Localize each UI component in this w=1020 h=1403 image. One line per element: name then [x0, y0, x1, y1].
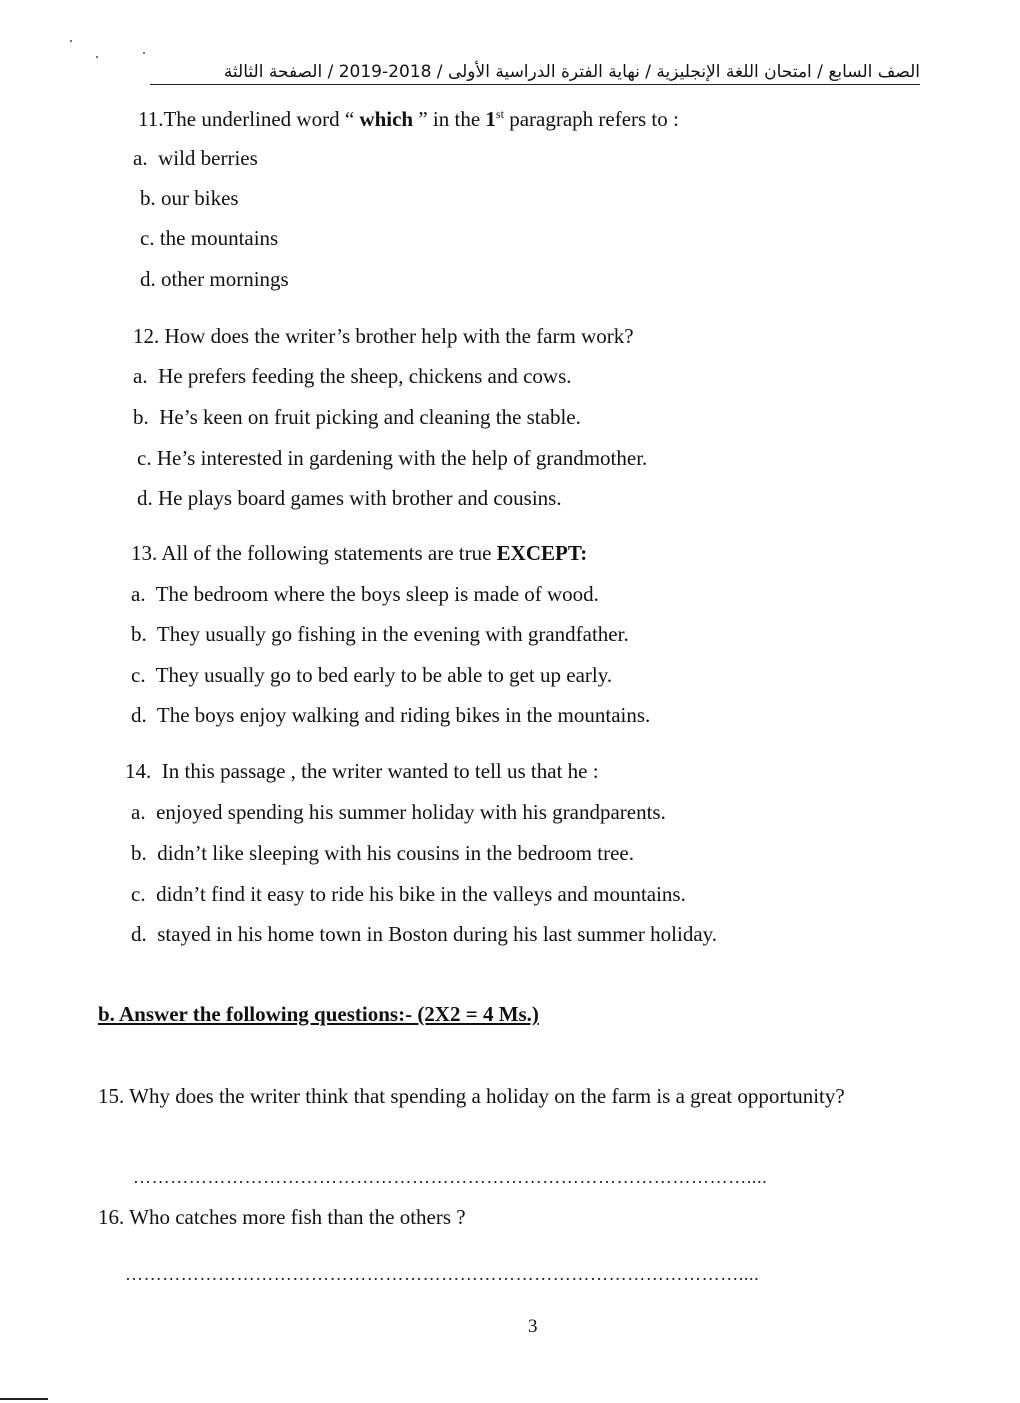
question-stem: In this passage , the writer wanted to tell us that he : — [161, 759, 599, 783]
option-letter: a. — [133, 364, 148, 388]
option-text: He’s interested in gardening with the help of grandmother. — [156, 446, 648, 470]
option-letter: a. — [131, 800, 146, 824]
option-12b — [133, 404, 581, 430]
option-letter: c. — [137, 446, 152, 470]
option-text: He’s keen on fruit picking and cleaning the stable. — [159, 405, 581, 429]
option-letter: a. — [133, 146, 148, 170]
question-number: 15. — [98, 1084, 125, 1108]
option-text: stayed in his home town in Boston during his last summer holiday. — [157, 922, 718, 946]
option-text: enjoyed spending his summer holiday with his grandparents. — [156, 800, 666, 824]
option-11b — [140, 185, 239, 211]
option-letter: c. — [131, 882, 146, 906]
scan-speck — [143, 52, 145, 54]
question-text: Why does the writer think that spending a holiday on the farm is a great opportunity? — [129, 1084, 845, 1108]
answer-line-15[interactable]: ……………………………………………………………………………………….... — [133, 1167, 768, 1187]
option-13d — [131, 702, 650, 728]
option-12c — [137, 445, 647, 471]
option-14c — [131, 881, 686, 907]
option-letter: d. — [131, 703, 147, 727]
question-number: 11. — [138, 107, 164, 131]
question-number: 13. — [131, 541, 158, 565]
question-stem-part: The underlined word “ — [163, 107, 360, 131]
option-letter: b. — [131, 622, 147, 646]
option-text: our bikes — [161, 186, 239, 210]
option-letter: b. — [140, 186, 156, 210]
question-text: Who catches more fish than the others ? — [129, 1205, 466, 1229]
question-15 — [98, 1083, 845, 1109]
page-number: 3 — [528, 1316, 538, 1337]
option-letter: d. — [137, 486, 153, 510]
option-letter: c. — [140, 226, 155, 250]
question-11 — [138, 106, 679, 132]
option-text: wild berries — [158, 146, 258, 170]
answer-line-16[interactable]: ……………………………………………………………………………………….... — [125, 1264, 760, 1284]
ordinal-suffix: st — [495, 107, 504, 121]
option-letter: a. — [131, 582, 146, 606]
question-stem-part: ” in the — [413, 107, 486, 131]
option-11d — [140, 266, 289, 292]
option-14a — [131, 799, 666, 825]
question-stem-bold: which — [359, 107, 414, 131]
option-text: They usually go fishing in the evening with grandfather. — [156, 622, 629, 646]
question-12 — [133, 323, 634, 349]
section-b-title: b. Answer the following questions:- (2X2 = 4 Ms.) — [98, 1002, 539, 1026]
question-stem: All of the following statements are true — [161, 541, 497, 565]
option-13b — [131, 621, 629, 647]
option-text: The bedroom where the boys sleep is made of wood. — [155, 582, 599, 606]
question-stem-bold: 1 — [485, 107, 496, 131]
question-stem-part: paragraph refers to : — [503, 107, 679, 131]
question-14 — [125, 758, 599, 784]
option-13a — [131, 581, 599, 607]
option-14d — [131, 921, 717, 947]
question-number: 16. — [98, 1205, 125, 1229]
scan-speck — [96, 56, 98, 58]
option-text: the mountains — [159, 226, 279, 250]
option-text: The boys enjoy walking and riding bikes in the mountains. — [156, 703, 651, 727]
option-text: They usually go to bed early to be able to get up early. — [155, 663, 613, 687]
option-text: other mornings — [161, 267, 289, 291]
option-text: didn’t find it easy to ride his bike in the valleys and mountains. — [156, 882, 686, 906]
option-12d — [137, 485, 562, 511]
question-stem: How does the writer’s brother help with the farm work? — [164, 324, 634, 348]
option-12a — [133, 363, 572, 389]
scan-edge-mark — [0, 1398, 48, 1400]
option-text: didn’t like sleeping with his cousins in the bedroom tree. — [157, 841, 634, 865]
question-stem-bold: EXCEPT: — [496, 541, 588, 565]
question-13 — [131, 540, 587, 566]
option-letter: b. — [131, 841, 147, 865]
option-11c — [140, 225, 278, 251]
option-text: He prefers feeding the sheep, chickens and cows. — [158, 364, 572, 388]
option-letter: c. — [131, 663, 146, 687]
option-letter: d. — [140, 267, 156, 291]
page-header: الصف السابع / امتحان اللغة الإنجليزية / نهاية الفترة الدراسية الأولى / 2018-2019 / الصفحة الثالثة — [150, 62, 920, 85]
option-14b — [131, 840, 634, 866]
scan-speck — [70, 40, 72, 42]
question-number: 14. — [125, 759, 152, 783]
option-13c — [131, 662, 612, 688]
option-text: He plays board games with brother and cousins. — [158, 486, 562, 510]
option-letter: b. — [133, 405, 149, 429]
question-number: 12. — [133, 324, 160, 348]
question-16 — [98, 1204, 466, 1230]
option-11a — [133, 145, 258, 171]
option-letter: d. — [131, 922, 147, 946]
